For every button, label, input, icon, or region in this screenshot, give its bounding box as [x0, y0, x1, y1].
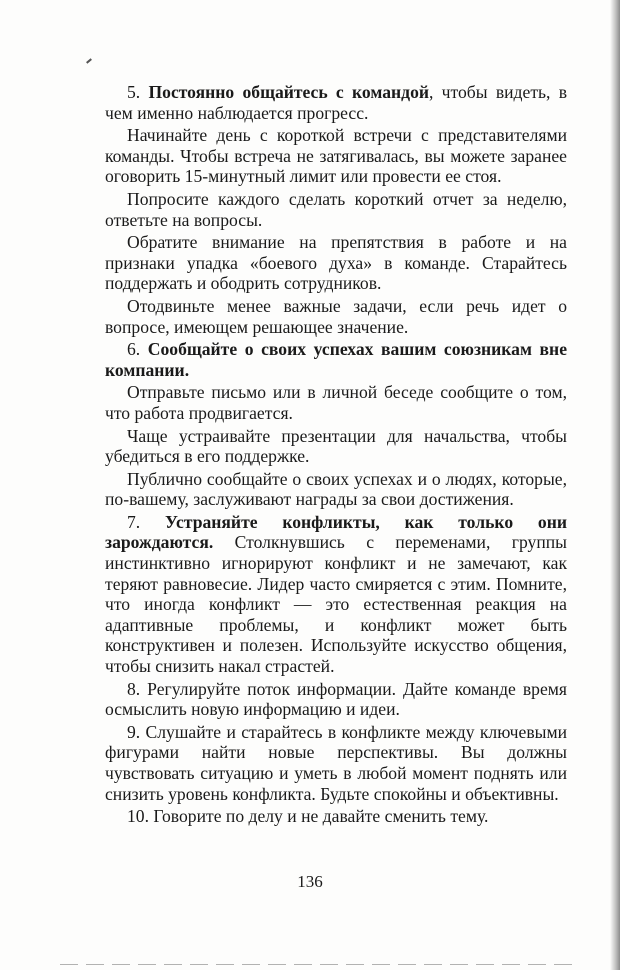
paragraph: Отодвиньте менее важные задачи, если речь идет о вопросе, имеющем решающее значение. — [105, 295, 567, 337]
paragraph: Отправьте письмо или в личной беседе сообщите о том, что работа продвигается. — [105, 382, 567, 423]
scan-edge-shadow — [610, 0, 620, 970]
page-body-text — [105, 82, 567, 829]
paragraph: Чаще устраивайте презентации для начальства, чтобы убедиться в его поддержке. — [105, 425, 567, 467]
scan-mark — [86, 58, 92, 63]
paragraph: Обратите внимание на препятствия в работе и на признаки упадка «боевого духа» в команде. Старайтесь поддержать и ободрить сотрудников. — [105, 232, 567, 294]
paragraph: Публично сообщайте о своих успехах и о людях, которые, по-вашему, заслуживают награды за свои достижения. — [105, 468, 567, 510]
page-number: 136 — [297, 872, 323, 891]
paragraph-5: 5. Постоянно общайтесь с командой, чтобы видеть, в чем именно наблюдается прогресс. — [105, 82, 568, 123]
scan-bottom-marks — [60, 964, 580, 965]
paragraph-7: 7. Устраняйте конфликты, как только они зарождаются. Столкнувшись с переменами, группы инстинктивно игнорируют конфликт и не замечают, как теряют равновесие. Лидер часто смиряется с этим. Помните, что иногда конфликт — это естественная реакция на адаптивные проблемы, и конфликт может быть конструктивен и полезен. Используйте искусство общения, чтобы снизить накал страстей. — [105, 511, 567, 677]
paragraph-6: 6. Сообщайте о своих успехах вашим союзникам вне компании. — [105, 339, 568, 380]
paragraph: Попросите каждого сделать короткий отчет за неделю, ответьте на вопросы. — [105, 188, 567, 230]
paragraph-8: 8. Регулируйте поток информации. Дайте команде время осмыслить новую информацию и идеи. — [105, 678, 567, 720]
paragraph: Начинайте день с короткой встречи с представителями команды. Чтобы встреча не затягивалась, вы можете заранее оговорить 15-минутный лимит или провести ее стоя. — [105, 125, 567, 187]
paragraph-9: 9. Слушайте и старайтесь в конфликте между ключевыми фигурами найти новые перспективы. Вы должны чувствовать ситуацию и уметь в любой момент поднять или снизить уровень конфликта. Будьте спокойны и объективны. — [105, 721, 567, 804]
paragraph-10: 10. Говорите по делу и не давайте сменить тему. — [127, 806, 489, 827]
